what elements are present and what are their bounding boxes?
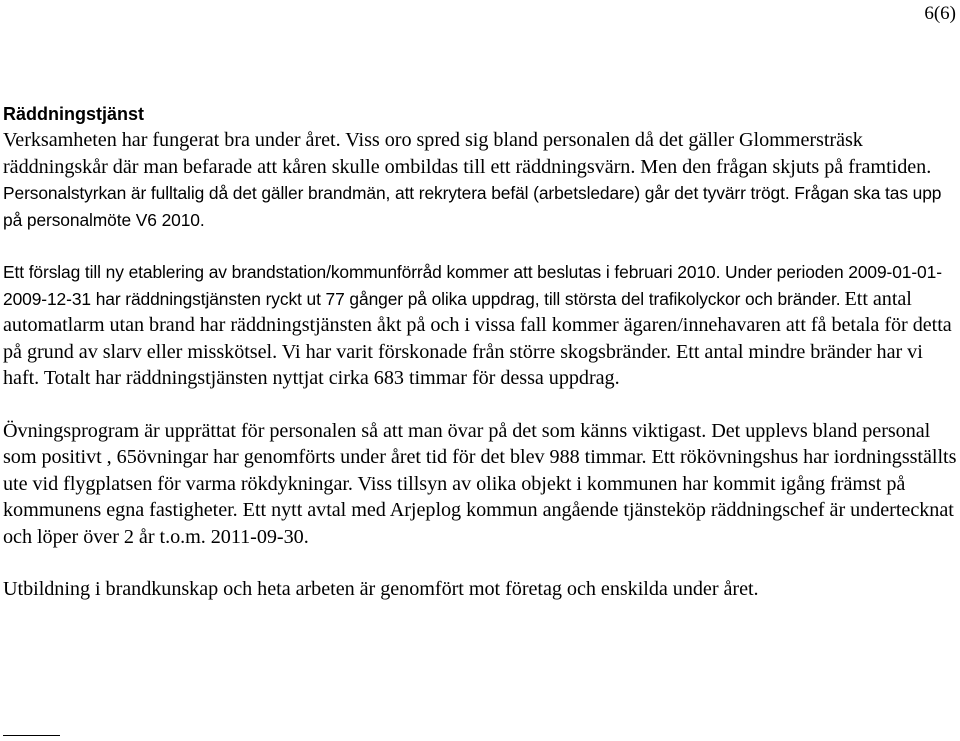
paragraph-spacer	[3, 233, 958, 259]
intro-sans-text: Personalstyrkan är fulltalig då det gäller brandmän, att rekrytera befäl (arbetsledare) går det tyvärr trögt. Frågan ska tas upp på personalmöte V6 2010.	[3, 183, 942, 230]
paragraph-intro	[3, 127, 958, 233]
section-heading: Räddningstjänst	[3, 104, 145, 124]
incidents-serif-text: Ett antal automatlarm utan brand har räddningstjänsten åkt på och i vissa fall kommer ägaren/innehavaren att få betala för detta på grund av slarv eller misskötsel. Vi har varit förskonade från större skogsbränder. Ett antal mindre bränder har vi haft. Totalt har räddningstjänsten nyttjat cirka 683 timmar för dessa uppdrag.	[3, 287, 952, 389]
document-body	[3, 101, 958, 603]
paragraph-spacer	[3, 550, 958, 576]
paragraph-incidents	[3, 259, 958, 392]
paragraph-spacer	[3, 392, 958, 418]
page-number: 6(6)	[924, 3, 956, 24]
incidents-sans-text: Ett förslag till ny etablering av brandstation/kommunförråd kommer att beslutas i februari 2010. Under perioden 2009-01-01-2009-12-31 har räddningstjänsten ryckt ut 77 gånger på olika uppdrag, till största del trafikolyckor och bränder.	[3, 262, 942, 309]
footnote-separator	[3, 735, 60, 736]
paragraph-training: Övningsprogram är upprättat för personalen så att man övar på det som känns viktigast. Det upplevs bland personal som positivt , 65övningar har genomförts under året tid för det blev 988 timmar. Ett rökövningshus har iordningsställts ute vid flygplatsen för varma rökdykningar. Viss tillsyn av olika objekt i kommunen har kommit igång främst på kommunens egna fastigheter. Ett nytt avtal med Arjeplog kommun angående tjänsteköp räddningschef är undertecknat och löper över 2 år t.o.m. 2011-09-30.	[3, 419, 957, 548]
paragraph-education: Utbildning i brandkunskap och heta arbeten är genomfört mot företag och enskilda under året.	[3, 578, 759, 600]
intro-serif-text: Verksamheten har fungerat bra under året. Viss oro spred sig bland personalen då det gäller Glommersträsk räddningskår där man befarade att kåren skulle ombildas till ett räddningsvärn. Men den frågan skjuts på framtiden.	[3, 129, 932, 178]
